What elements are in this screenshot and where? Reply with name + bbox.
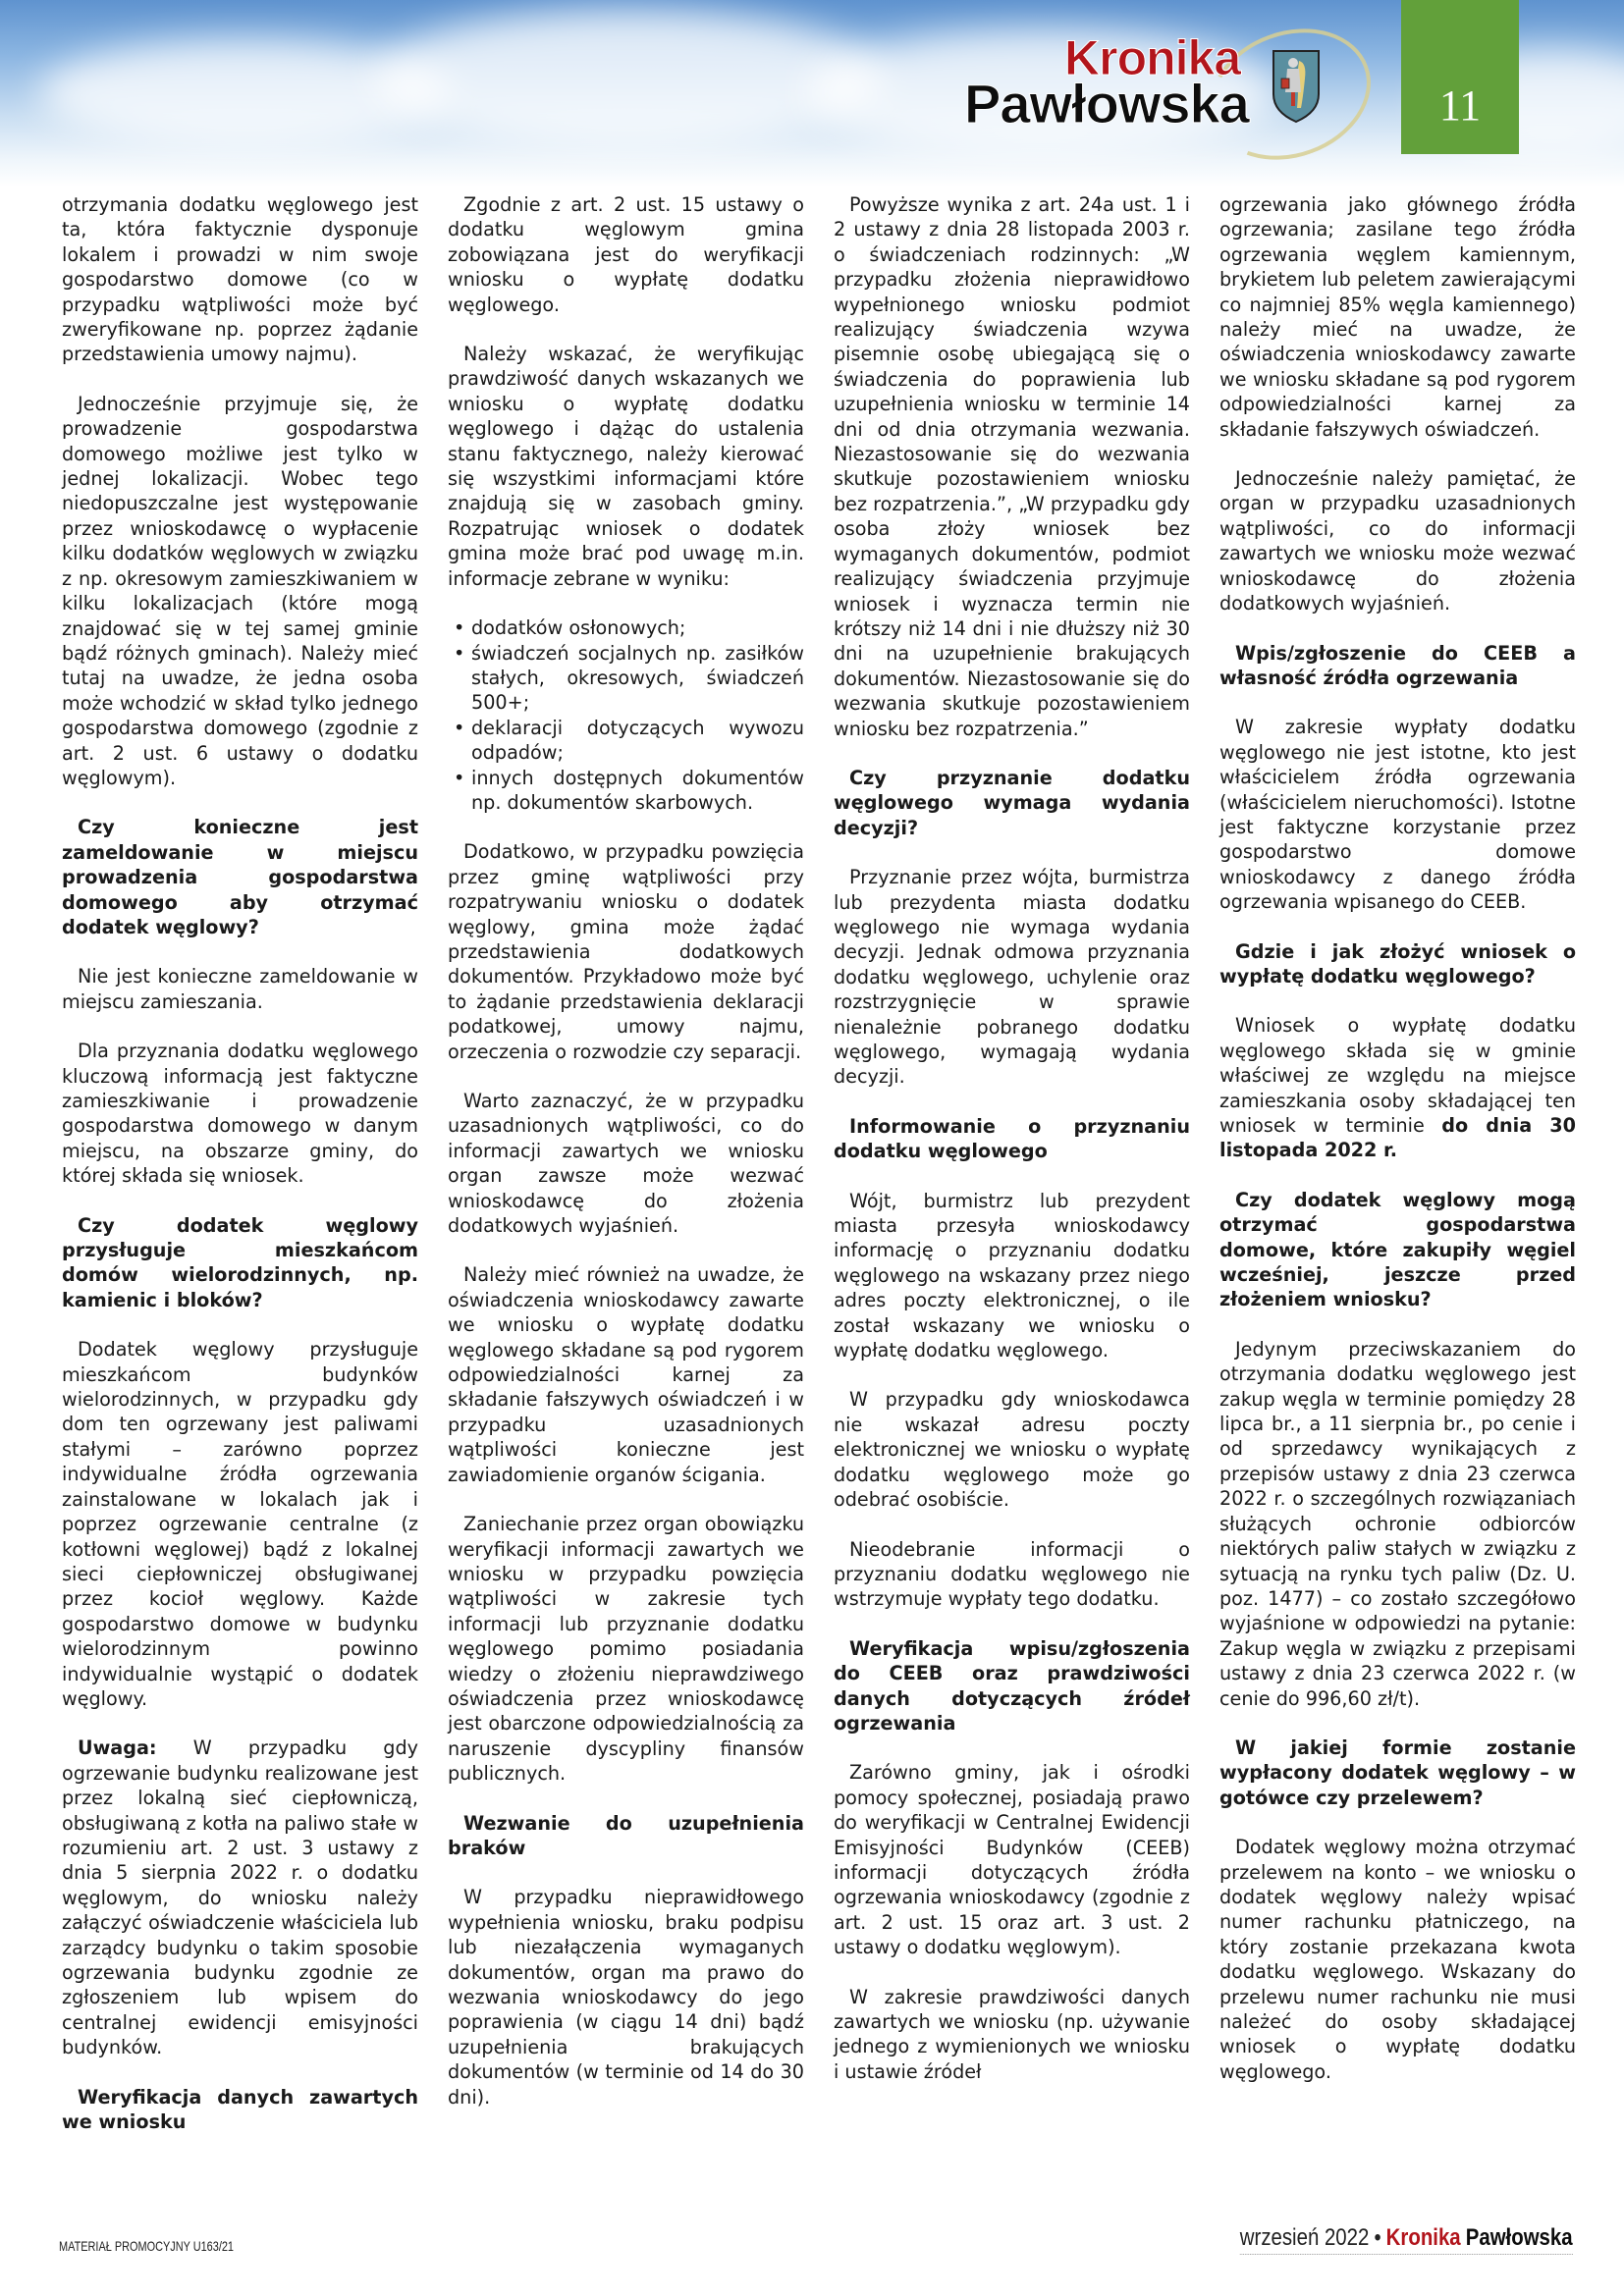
paragraph: Dodatek węglowy można otrzymać przelewem na konto – we wniosku o dodatek węglowy należy wpisać numer rachunku płatniczego, na który zostanie przekazana kwota dodatku węglowego. Wskazany do przelewu numer rachunku nie musi należeć do osoby składającej wniosek o wypłatę dodatku węglowego.: [1219, 1836, 1576, 2083]
paragraph: Warto zaznaczyć, że w przypadku uzasadnionych wątpliwości, co do informacji zawartych we wniosku organ zawsze może wezwać wnioskodawcę do złożenia dodatkowych wyjaśnień.: [448, 1090, 804, 1238]
logo-word-pawlowska: Pawłowska: [964, 73, 1249, 134]
list-item: • innych dostępnych dokumentów np. dokumentów skarbowych.: [471, 766, 804, 816]
paragraph: Zgodnie z art. 2 ust. 15 ustawy o dodatku węglowym gmina zobowiązana jest do weryfikacji wniosku o wypłatę dodatku węglowego.: [448, 193, 804, 316]
section-heading: W jakiej formie zostanie wypłacony dodatek węglowy – w gotówce czy przelewem?: [1219, 1735, 1576, 1809]
paragraph: Wójt, burmistrz lub prezydent miasta przesyła wnioskodawcy informację o przyznaniu dodatku węglowego na wskazany przez niego adres poczty elektronicznej, o ile został wskazany we wniosku o wypłatę dodatku węglowego.: [834, 1189, 1190, 1362]
paragraph: Jedynym przeciwskazaniem do otrzymania dodatku węglowego jest zakup węgla w terminie pomiędzy 28 lipca br., a 11 sierpnia br., po cenie i od sprzedawcy wynikających z przepisów ustawy z dnia 23 czerwca 2022 r. o szczególnych rozwiązaniach służących ochronie odbiorców niektórych paliw stałych w związku z sytuacją na rynku tych paliw (Dz. U. poz. 1477) – co zostało szczegółowo wyjaśnione w odpowiedzi na pytanie: Zakup węgla w związku z przepisami ustawy z dnia 23 czerwca 2022 r. (w cenie do 996,60 zł/t).: [1219, 1337, 1576, 1710]
section-heading: Czy konieczne jest zameldowanie w miejscu prowadzenia gospodarstwa domowego aby otrzymać dodatek węglowy?: [62, 816, 418, 938]
sky-cloud: [373, 10, 884, 147]
article-column-4: [1219, 192, 1576, 2159]
promo-material-note: MATERIAŁ PROMOCYJNY U163/21: [59, 2238, 235, 2254]
paragraph: Należy wskazać, że weryfikując prawdziwość danych wskazanych we wniosku o wypłatę dodatku węglowego i dążąc do ustalenia stanu faktycznego, należy kierować się wszystkimi informacjami które znajdują się w zasobach gminy. Rozpatrując wniosek o dodatek gmina może brać pod uwagę m.in. informacje zebrane w wyniku:: [448, 343, 804, 590]
paragraph: Przyznanie przez wójta, burmistrza lub prezydenta miasta dodatku węglowego nie wymaga wydania decyzji. Jednak odmowa przyznania dodatku węglowego, uchylenie oraz rozstrzygnięcie w sprawie nienależnie pobranego dodatku węglowego, wymagają wydania decyzji.: [834, 866, 1190, 1089]
footer-bullet: •: [1374, 2224, 1381, 2251]
list-item: • świadczeń socjalnych np. zasiłków stałych, okresowych, świadczeń 500+;: [471, 641, 804, 716]
paragraph: Nieodebranie informacji o przyznaniu dodatku węglowego nie wstrzymuje wypłaty tego dodatku.: [834, 1537, 1190, 1611]
paragraph: Zaniechanie przez organ obowiązku weryfikacji informacji zawartych we wniosku w przypadku powzięcia wątpliwości w zakresie tych informacji lub przyznanie dodatku węglowego pomimo posiadania wiedzy o złożeniu nieprawdziwego oświadczenia przez wnioskodawcę jest obarczone odpowiedzialnością za naruszenie dyscypliny finansów publicznych.: [448, 1513, 804, 1786]
section-heading: Weryfikacja wpisu/zgłoszenia do CEEB oraz prawdziwości danych dotyczących źródeł ogrzewania: [834, 1636, 1190, 1735]
paragraph-deadline: [1219, 1013, 1576, 1162]
footer-brand-pawlowska: Pawłowska: [1466, 2224, 1573, 2251]
paragraph: Zarówno gminy, jak i ośrodki pomocy społecznej, posiadają prawo do weryfikacji w Centralnej Ewidencji Emisyjności Budynków (CEEB) informacji dotyczących źródła ogrzewania wnioskodawcy (zgodnie z art. 2 ust. 15 oraz art. 3 ust. 2 ustawy o dodatku węglowym).: [834, 1761, 1190, 1959]
paragraph: Nie jest konieczne zameldowanie w miejscu zamieszania.: [62, 965, 418, 1013]
paragraph: Jednocześnie należy pamiętać, że organ w przypadku uzasadnionych wątpliwości, co do informacji zawartych we wniosku może wezwać wnioskodawcę do złożenia dodatkowych wyjaśnień.: [1219, 467, 1576, 615]
article-column-2: [448, 192, 804, 2159]
paragraph: Dodatek węglowy przysługuje mieszkańcom budynków wielorodzinnych, w przypadku gdy dom ten ogrzewany jest paliwami stałymi – zarówno poprzez indywidualne źródła ogrzewania zainstalowane w lokalach jak i poprzez ogrzewanie centralne (z kotłowni węglowej) bądź z lokalnej sieci ciepłowniczej obsługiwanej przez kocioł węglowy. Każde gospodarstwo domowe w budynku wielorodzinnym powinno indywidualnie wystąpić o dodatek węglowy.: [62, 1338, 418, 1710]
article-column-1: [62, 192, 418, 2159]
paragraph: Dla przyznania dodatku węglowego kluczową informacją jest faktyczne zamieszkiwanie i prowadzenie gospodarstwa domowego w danym miejscu, na obszarze gminy, do której składa się wniosek.: [62, 1040, 418, 1188]
paragraph: ogrzewania jako głównego źródła ogrzewania; zasilane tego źródła ogrzewania węglem kamiennym, brykietem lub peletem zawierającymi co najmniej 85% węgla kamiennego) należy mieć na uwadze, że oświadczenia wnioskodawcy zawarte we wniosku składane są pod rygorem odpowiedzialności karnej za składanie fałszywych oświadczeń.: [1219, 193, 1576, 441]
page-number: 11: [1438, 81, 1482, 130]
paragraph: W zakresie wypłaty dodatku węglowego nie jest istotne, kto jest właścicielem źródła ogrzewania (właścicielem nieruchomości). Istotne jest faktyczne korzystanie przez gospodarstwo domowe wnioskodawcy z danego źródła ogrzewania wpisanego do CEEB.: [1219, 716, 1576, 914]
paragraph: Powyższe wynika z art. 24a ust. 1 i 2 ustawy z dnia 28 listopada 2003 r. o świadczeniach rodzinnych: „W przypadku złożenia nieprawidłowo wypełnionego wniosku podmiot realizujący świadczenia wzywa pisemnie osobę ubiegającą się o świadczenia do poprawienia lub uzupełnienia wniosku w terminie 14 dni od dnia otrzymania wezwania. Niezastosowanie się do wezwania skutkuje pozostawieniem wniosku bez rozpatrzenia.”, „W przypadku gdy osoba złoży wniosek bez wymaganych dokumentów, podmiot realizujący świadczenia przyjmuje wniosek i wyznacza termin nie krótszy niż 14 dni i nie dłuższy niż 30 dni na uzupełnienie brakujących dokumentów. Niezastosowanie się do wezwania skutkuje pozostawieniem wniosku bez rozpatrzenia.”: [834, 193, 1190, 740]
paragraph: W przypadku nieprawidłowego wypełnienia wniosku, braku podpisu lub niezałączenia wymaganych dokumentów, organ ma prawo do wezwania wnioskodawcy do jego poprawienia (w ciągu 14 dni) bądź uzupełnienia brakujących dokumentów (w terminie od 14 do 30 dni).: [448, 1886, 804, 2109]
paragraph-note: [62, 1735, 418, 2059]
bullet-list: [448, 615, 804, 815]
deadline-text: Wniosek o wypłatę dodatku węglowego składa się w gminie właściwej ze względu na miejsce zamieszkania osoby składającej ten wniosek w terminie: [1219, 1014, 1576, 1137]
note-text: W przypadku gdy ogrzewanie budynku realizowane jest przez lokalną sieć ciepłowniczą, obsługiwaną z kotła na paliwo stałe w rozumieniu art. 2 ust. 3 ustawy z dnia 5 sierpnia 2022 r. o dodatku węglowym, do wniosku należy załączyć oświadczenie właściciela lub zarządcy budynku o takim sposobie ogrzewania budynku zgodnie ze zgłoszeniem lub wpisem do centralnej ewidencji emisyjności budynków.: [62, 1736, 418, 2059]
paragraph: W zakresie prawdziwości danych zawartych we wniosku (np. używanie jednego z wymienionych we wniosku i ustawie źródeł: [834, 1985, 1190, 2083]
paragraph: W przypadku gdy wnioskodawca nie wskazał adresu poczty elektronicznej we wniosku o wypłatę dodatku węglowego może go odebrać osobiście.: [834, 1388, 1190, 1512]
section-heading: Informowanie o przyznaniu dodatku węglowego: [834, 1114, 1190, 1163]
paragraph: Należy mieć również na uwadze, że oświadczenia wnioskodawcy zawarte we wniosku o wypłatę dodatku węglowego składane są pod rygorem odpowiedzialności karnej za składanie fałszywych oświadczeń i w przypadku uzasadnionych wątpliwości konieczne jest zawiadomienie organów ścigania.: [448, 1263, 804, 1486]
paragraph: Jednocześnie przyjmuje się, że prowadzenie gospodarstwa domowego możliwe jest tylko w jednej lokalizacji. Wobec tego niedopuszczalne jest występowanie przez wnioskodawcę o wypłacenie kilku dodatków węglowych w związku z np. okresowym zamieszkiwaniem w kilku lokalizacjach (które mogą znajdować się w tej samej gminie bądź różnych gminach). Należy mieć tutaj na uwadze, że jedna osoba może wchodzić w skład tylko jednego gospodarstwa domowego (zgodnie z art. 2 ust. 6 ustawy o dodatku węglowym).: [62, 392, 418, 789]
deadline-date: do dnia 30 listopada 2022 r.: [1219, 1114, 1576, 1162]
section-heading: Gdzie i jak złożyć wniosek o wypłatę dodatku węglowego?: [1219, 939, 1576, 988]
page-number-box: [1401, 0, 1519, 154]
coat-of-arms-icon: [1272, 49, 1321, 124]
logo-word-kronika: Kronika: [1064, 30, 1241, 85]
note-label: Uwaga:: [78, 1736, 157, 1760]
issue-footer: [1240, 2224, 1573, 2255]
issue-date: wrzesień 2022: [1240, 2224, 1370, 2251]
list-item: • dodatków osłonowych;: [471, 615, 804, 640]
list-item: • deklaracji dotyczących wywozu odpadów;: [471, 716, 804, 766]
paragraph: otrzymania dodatku węglowego jest ta, która faktycznie dysponuje lokalem i prowadzi w nim swoje gospodarstwo domowe (co w przypadku wątpliwości może być zweryfikowane np. poprzez żądanie przedstawienia umowy najmu).: [62, 193, 418, 366]
section-heading: Czy dodatek węglowy mogą otrzymać gospodarstwa domowe, które zakupiły węgiel wcześniej, jeszcze przed złożeniem wniosku?: [1219, 1188, 1576, 1311]
paragraph: Dodatkowo, w przypadku powzięcia przez gminę wątpliwości przy rozpatrywaniu wniosku o dodatek węglowy, gmina może żądać przedstawienia dodatkowych dokumentów. Przykładowo może być to żądanie przedstawienia deklaracji podatkowej, umowy najmu, orzeczenia o rozwodzie czy separacji.: [448, 840, 804, 1063]
section-heading: Wpis/zgłoszenie do CEEB a własność źródła ogrzewania: [1219, 641, 1576, 689]
section-heading: Wezwanie do uzupełnienia braków: [448, 1811, 804, 1859]
article-column-3: [834, 192, 1190, 2159]
section-heading: Czy przyznanie dodatku węglowego wymaga wydania decyzji?: [834, 766, 1190, 839]
page-header: [0, 0, 1624, 187]
section-heading: Weryfikacja danych zawartych we wniosku: [62, 2085, 418, 2134]
section-heading: Czy dodatek węglowy przysługuje mieszkańcom domów wielorodzinnych, np. kamienic i bloków?: [62, 1213, 418, 1311]
masthead-logo: [962, 31, 1394, 149]
footer-brand-kronika: Kronika: [1386, 2224, 1462, 2251]
article-body: [62, 192, 1574, 2159]
